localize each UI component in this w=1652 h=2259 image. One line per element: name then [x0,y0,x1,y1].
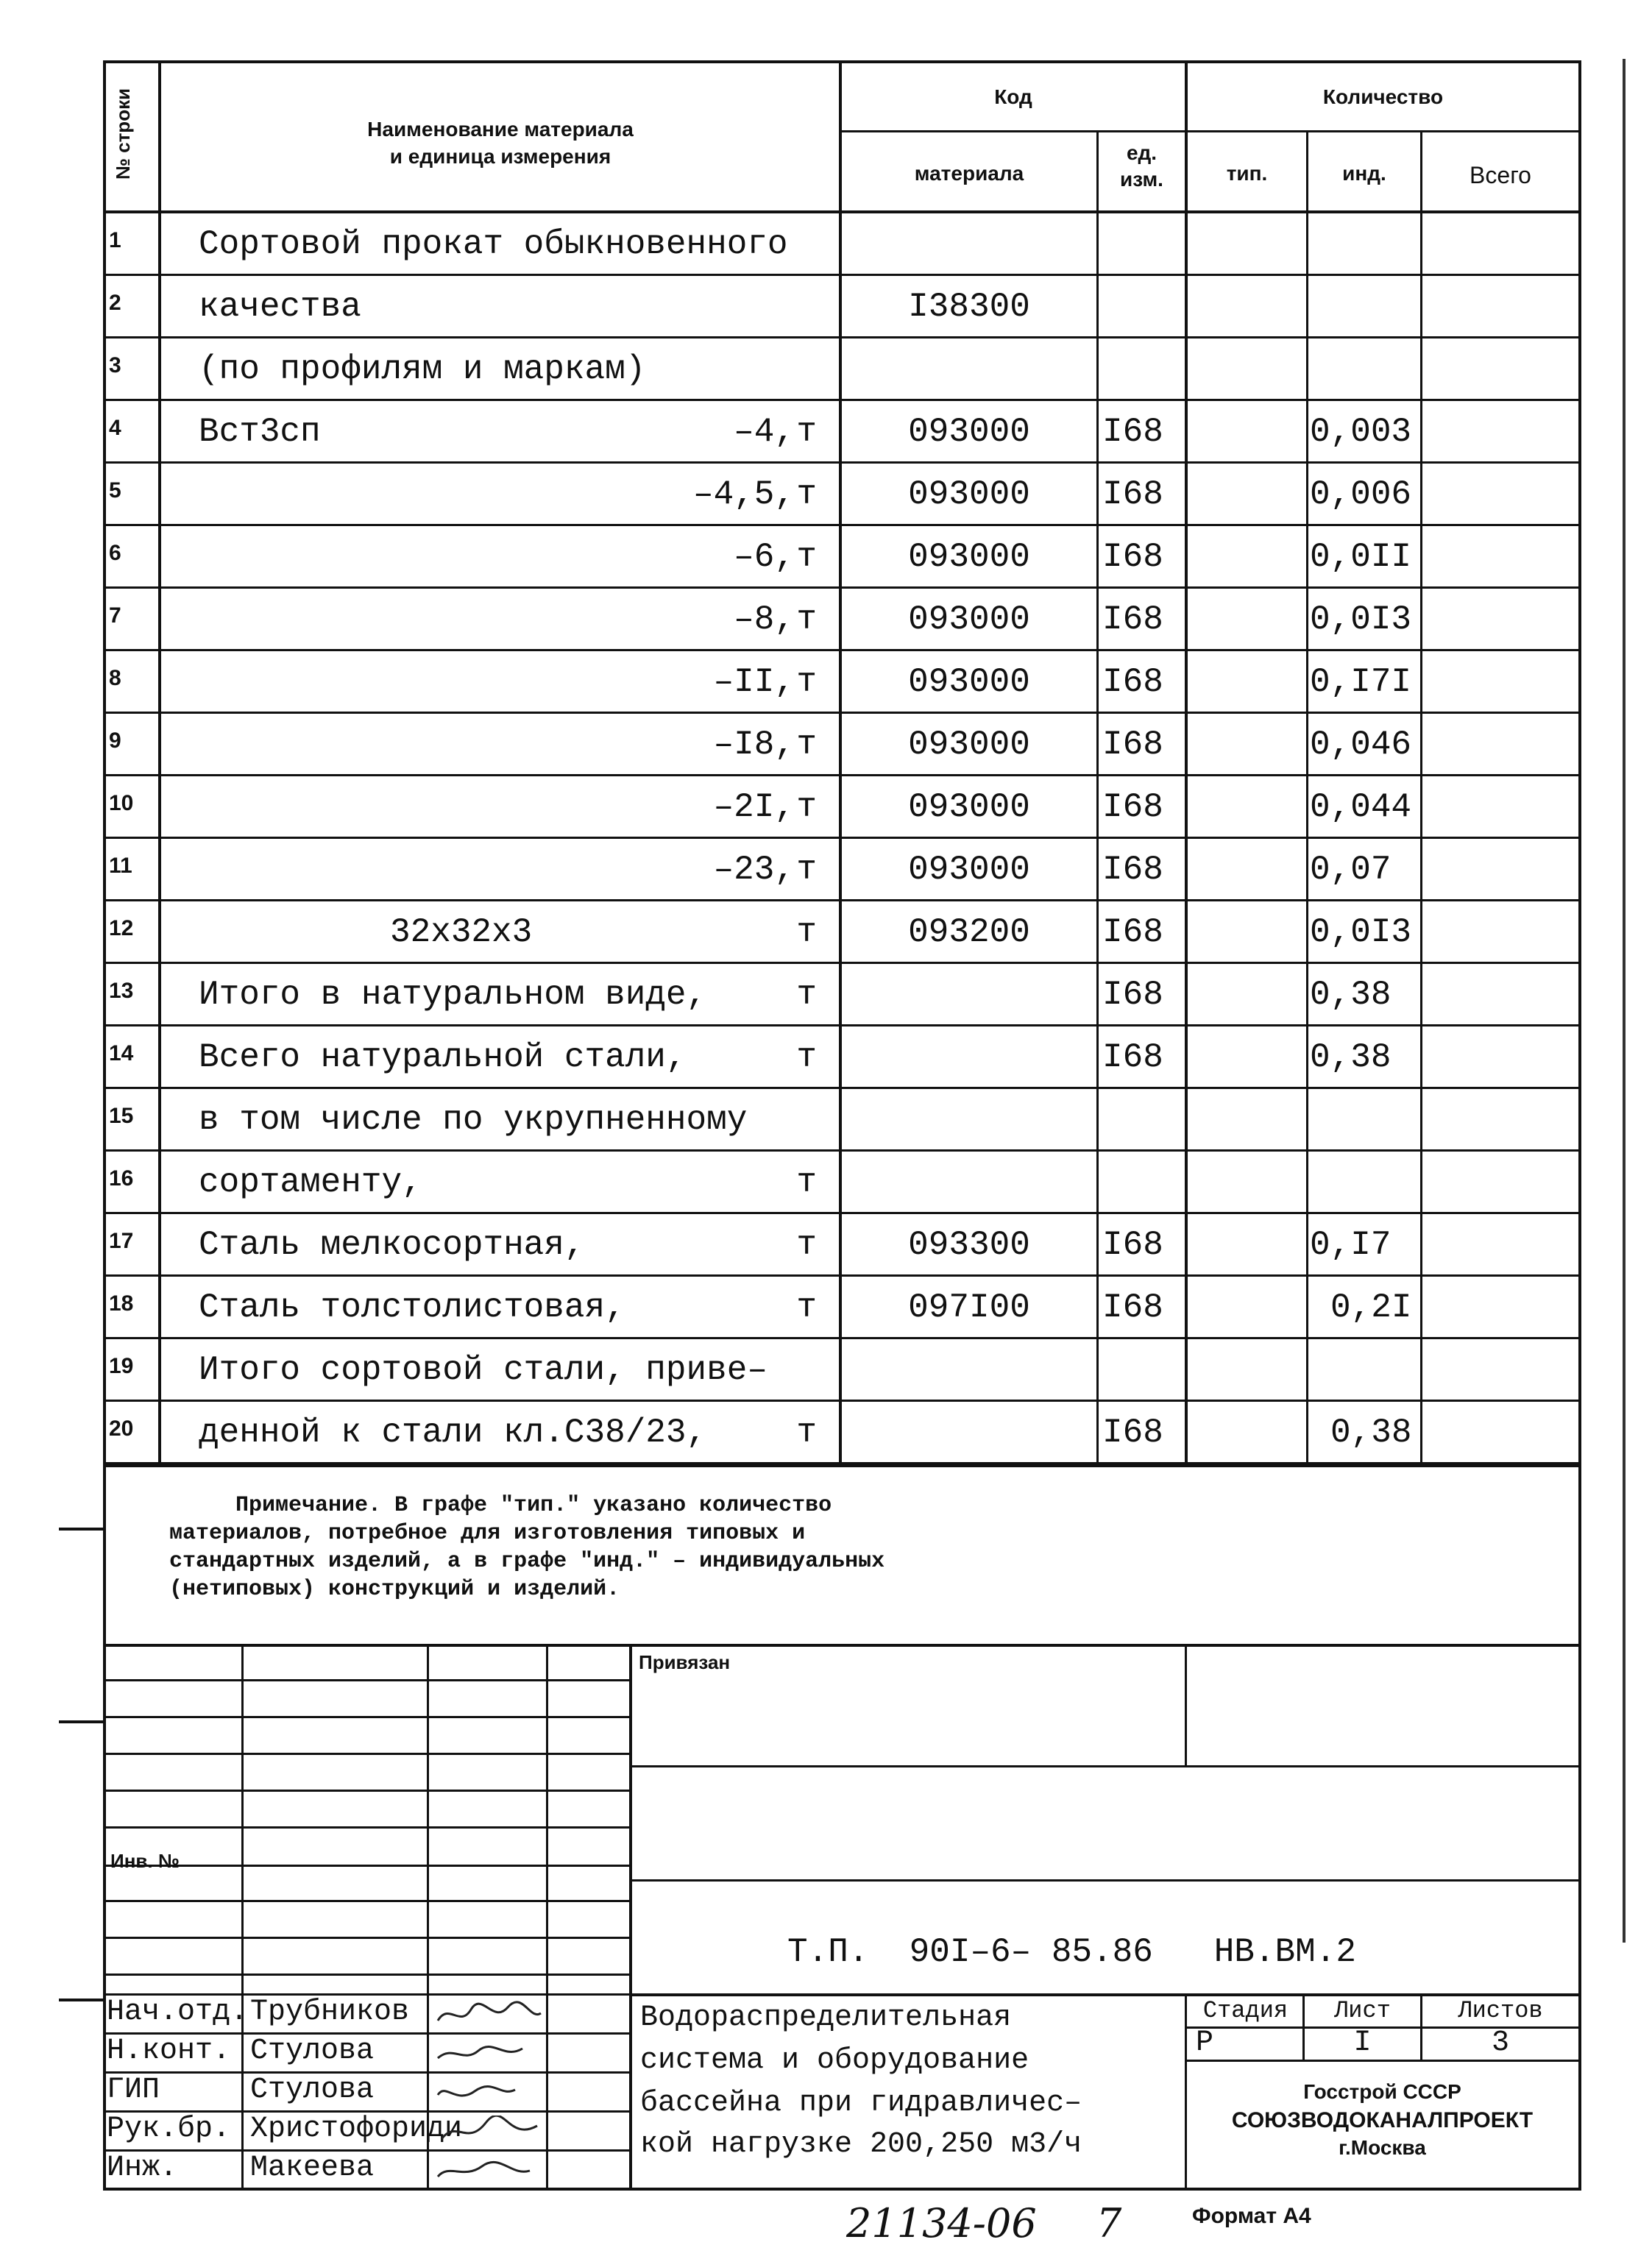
row-unit: т [796,1163,817,1202]
row-size: –8, [734,600,795,639]
row-number: 20 [109,1416,134,1441]
frame-right [1578,60,1581,2191]
titleblock-row-line [103,1865,629,1867]
row-name: (по профилям и маркам) [199,350,646,389]
handwritten-number: 21134-06 [846,2200,1037,2246]
privyazan-divider [1185,1644,1187,1765]
row-qty-ind: 0,0I3 [1310,913,1412,951]
row-name: денной к стали кл.С38/23, [199,1414,707,1452]
row-number: 2 [109,291,121,315]
titleblock-row-line [103,1790,629,1792]
title-line1: Водораспределительная [640,2001,1012,2035]
row-separator [103,899,1578,901]
row-name: Сортовой прокат обыкновенного [199,225,788,263]
document-code: Т.П. 90I–6– 85.86 НВ.ВМ.2 [787,1933,1356,1971]
row-name: в том числе по укрупненному [199,1101,748,1139]
row-name: Вст3сп [199,413,321,451]
row-name: Всего натуральной стали, [199,1038,687,1077]
signature-role: Инж. [107,2152,178,2185]
row-size: –2I, [713,788,795,826]
row-unit-code: I68 [1102,600,1163,639]
privyazan-label: Привязан [639,1651,731,1673]
titleblock-row-line [103,1826,629,1829]
header-row-number: № строки [112,88,134,180]
row-unit-code: I68 [1102,913,1163,951]
row-unit-code: I68 [1102,1414,1163,1452]
tb-col1 [241,1644,244,2191]
row-material-code: 097I00 [908,1288,1030,1327]
row-qty-ind: 0,I7 [1310,1226,1392,1264]
row-separator [103,586,1578,589]
inv-no-label: Инв. № [110,1850,180,1872]
row-name: сортаменту, [199,1163,422,1202]
header-unit-l1: ед. [1126,141,1158,164]
row-separator [103,837,1578,839]
org-line2: СОЮЗВОДОКАНАЛПРОЕКТ [1231,2108,1534,2132]
row-number: 11 [109,854,132,878]
row-separator [103,461,1578,464]
row-material-code: 093000 [908,413,1030,451]
row-qty-ind: 0,046 [1310,726,1412,764]
row-unit: т [796,788,817,826]
drawing-sheet [103,60,1582,2187]
signature-name: Макеева [250,2152,375,2185]
row-unit-code: I68 [1102,726,1163,764]
row-unit: т [796,475,817,514]
row-number: 10 [109,791,134,815]
tb-col2 [427,1644,429,2191]
margin-tick-1 [59,1528,103,1531]
title-line4: кой нагрузке 200,250 м3/ч [640,2128,1082,2161]
note-line4: (нетиповых) конструкций и изделий. [169,1577,620,1602]
header-name-line1: Наименование материала [367,118,634,141]
row-material-code: 093000 [908,475,1030,514]
row-number: 18 [109,1291,134,1316]
signature-name: Христофориди [250,2113,463,2146]
signature-role: Н.конт. [107,2035,231,2068]
col-line-total [1420,130,1422,1464]
privyazan-bottom-line [629,1765,1578,1767]
row-number: 14 [109,1041,134,1065]
row-separator [103,1024,1578,1026]
row-separator [103,774,1578,776]
row-unit-code: I68 [1102,976,1163,1014]
titleblock-row-line [103,1716,629,1718]
row-material-code: 093000 [908,600,1030,639]
row-material-code: 093300 [908,1226,1030,1264]
row-size: –II, [713,663,795,701]
row-unit: т [796,663,817,701]
header-quantity: Количество [1322,85,1444,108]
handwritten-signature [434,2077,545,2110]
row-separator [103,1087,1578,1089]
header-qty-typ: тип. [1226,162,1268,185]
row-unit: т [796,600,817,639]
note-line2: материалов, потребное для изготовления типовых и [169,1521,806,1546]
row-unit-code: I68 [1102,1288,1163,1327]
col-line-qty [1185,60,1188,1464]
row-qty-ind: 0,2I [1330,1288,1412,1327]
code-bottom-line [629,1993,1578,1996]
row-size: –6, [734,538,795,576]
row-name: Итого сортовой стали, приве– [199,1351,767,1389]
row-unit-code: I68 [1102,538,1163,576]
row-number: 15 [109,1104,134,1128]
stage-line2 [1185,2060,1578,2062]
table-bottom-line [103,1464,1578,1467]
code-top-line [629,1879,1578,1882]
row-separator [103,1337,1578,1339]
row-unit: т [796,1414,817,1452]
row-unit: т [796,538,817,576]
note-line1: Примечание. В графе "тип." указано количество [235,1493,832,1518]
row-qty-ind: 0,I7I [1310,663,1412,701]
row-qty-ind: 0,38 [1310,976,1392,1014]
sheet-value: I [1353,2026,1372,2060]
header-code-material: материала [914,162,1024,185]
row-size: –I8, [713,726,795,764]
signature-name: Трубников [250,1996,410,2029]
row-number: 3 [109,353,121,377]
page-number: 7 [1096,2200,1122,2246]
row-separator [103,399,1578,401]
titleblock-main-divider [629,1644,632,2191]
row-size: –23, [713,851,795,889]
row-material-code: 093000 [908,538,1030,576]
row-unit: т [796,1288,817,1327]
row-separator [103,274,1578,276]
row-unit: т [796,1226,817,1264]
row-name: качества [199,288,361,326]
row-separator [103,962,1578,964]
header-qty-total: Всего [1470,162,1531,188]
row-name: Сталь толстолистовая, [199,1288,625,1327]
row-unit: т [796,726,817,764]
row-name: Сталь мелкосортная, [199,1226,585,1264]
row-number: 6 [109,541,121,565]
signature-name: Стулова [250,2074,375,2107]
row-separator [103,1212,1578,1214]
row-unit-code: I68 [1102,663,1163,701]
row-size: –4,5, [692,475,795,514]
row-number: 1 [109,228,121,252]
row-unit: т [796,413,817,451]
sheets-value: 3 [1491,2026,1509,2060]
row-size: –4, [734,413,795,451]
titleblock-row-line [103,1679,629,1681]
margin-tick-3 [59,1999,103,2001]
titleblock-row-line [103,1973,629,1976]
row-number: 4 [109,416,121,440]
margin-tick-2 [59,1720,103,1723]
stage-label: Стадия [1202,1997,1288,2024]
col-line-ind [1306,130,1308,1464]
tb-col3 [546,1644,548,2191]
signature-role: Рук.бр. [107,2113,231,2146]
header-name-line2: и единица измерения [389,145,611,168]
col-line-rownum [158,60,161,1464]
header-sub-line [839,130,1578,132]
titleblock-row-line [103,1753,629,1755]
header-code: Код [994,85,1032,108]
format-label: Формат А4 [1192,2204,1311,2228]
row-unit-code: I68 [1102,1038,1163,1077]
row-material-code: 093000 [908,851,1030,889]
org-line3: г.Москва [1339,2136,1426,2159]
org-line1: Госстрой СССР [1303,2080,1461,2103]
row-name: 32x32x3 [390,913,533,951]
handwritten-signature [434,1999,545,2032]
signature-role: Нач.отд. [107,1996,249,2029]
title-line3: бассейна при гидравличес– [640,2087,1082,2120]
row-separator [103,524,1578,526]
header-unit-l2: изм. [1120,168,1163,191]
row-separator [103,712,1578,714]
row-unit-code: I68 [1102,851,1163,889]
row-unit: т [796,851,817,889]
row-material-code: 093200 [908,913,1030,951]
row-number: 7 [109,603,121,628]
row-separator [103,649,1578,651]
row-number: 12 [109,916,134,940]
titleblock-row-line [103,1900,629,1902]
row-number: 8 [109,666,121,690]
row-number: 5 [109,478,121,503]
row-number: 9 [109,728,121,753]
row-qty-ind: 0,006 [1310,475,1412,514]
row-material-code: 093000 [908,726,1030,764]
col-line-unitcode [1096,130,1099,1464]
row-unit-code: I68 [1102,413,1163,451]
row-qty-ind: 0,003 [1310,413,1412,451]
row-qty-ind: 0,0I3 [1310,600,1412,639]
row-separator [103,1400,1578,1402]
row-material-code: I38300 [908,288,1030,326]
row-number: 16 [109,1166,134,1191]
titleblock-top-line [103,1644,1578,1647]
row-qty-ind: 0,044 [1310,788,1412,826]
row-qty-ind: 0,0II [1310,538,1412,576]
row-qty-ind: 0,38 [1310,1038,1392,1077]
row-number: 17 [109,1229,134,1253]
signature-name: Стулова [250,2035,375,2068]
row-name: Итого в натуральном виде, [199,976,707,1014]
header-qty-ind: инд. [1342,162,1386,185]
frame-bottom [103,2188,1581,2191]
row-unit: т [796,1038,817,1077]
row-unit-code: I68 [1102,1226,1163,1264]
note-line3: стандартных изделий, а в графе "инд." – индивидуальных [169,1549,885,1574]
row-unit-code: I68 [1102,788,1163,826]
handwritten-signature [434,2116,545,2149]
row-unit-code: I68 [1102,475,1163,514]
handwritten-signature [434,2038,545,2071]
title-line2: система и оборудование [640,2044,1029,2077]
row-qty-ind: 0,07 [1310,851,1392,889]
row-qty-ind: 0,38 [1330,1414,1412,1452]
row-number: 13 [109,979,134,1003]
row-separator [103,1274,1578,1277]
titleblock-row-line [103,1937,629,1939]
handwritten-signature [434,2155,545,2188]
row-separator [103,1149,1578,1152]
row-unit: т [796,976,817,1014]
row-separator [103,336,1578,338]
row-number: 19 [109,1354,134,1378]
right-margin-line [1623,59,1626,1943]
frame-left [103,60,106,2191]
row-material-code: 093000 [908,788,1030,826]
sheet-label: Лист [1334,1997,1391,2024]
sheets-label: Листов [1458,1997,1543,2024]
row-material-code: 093000 [908,663,1030,701]
row-unit: т [796,913,817,951]
stage-value: Р [1196,2026,1214,2060]
signature-role: ГИП [107,2074,160,2107]
